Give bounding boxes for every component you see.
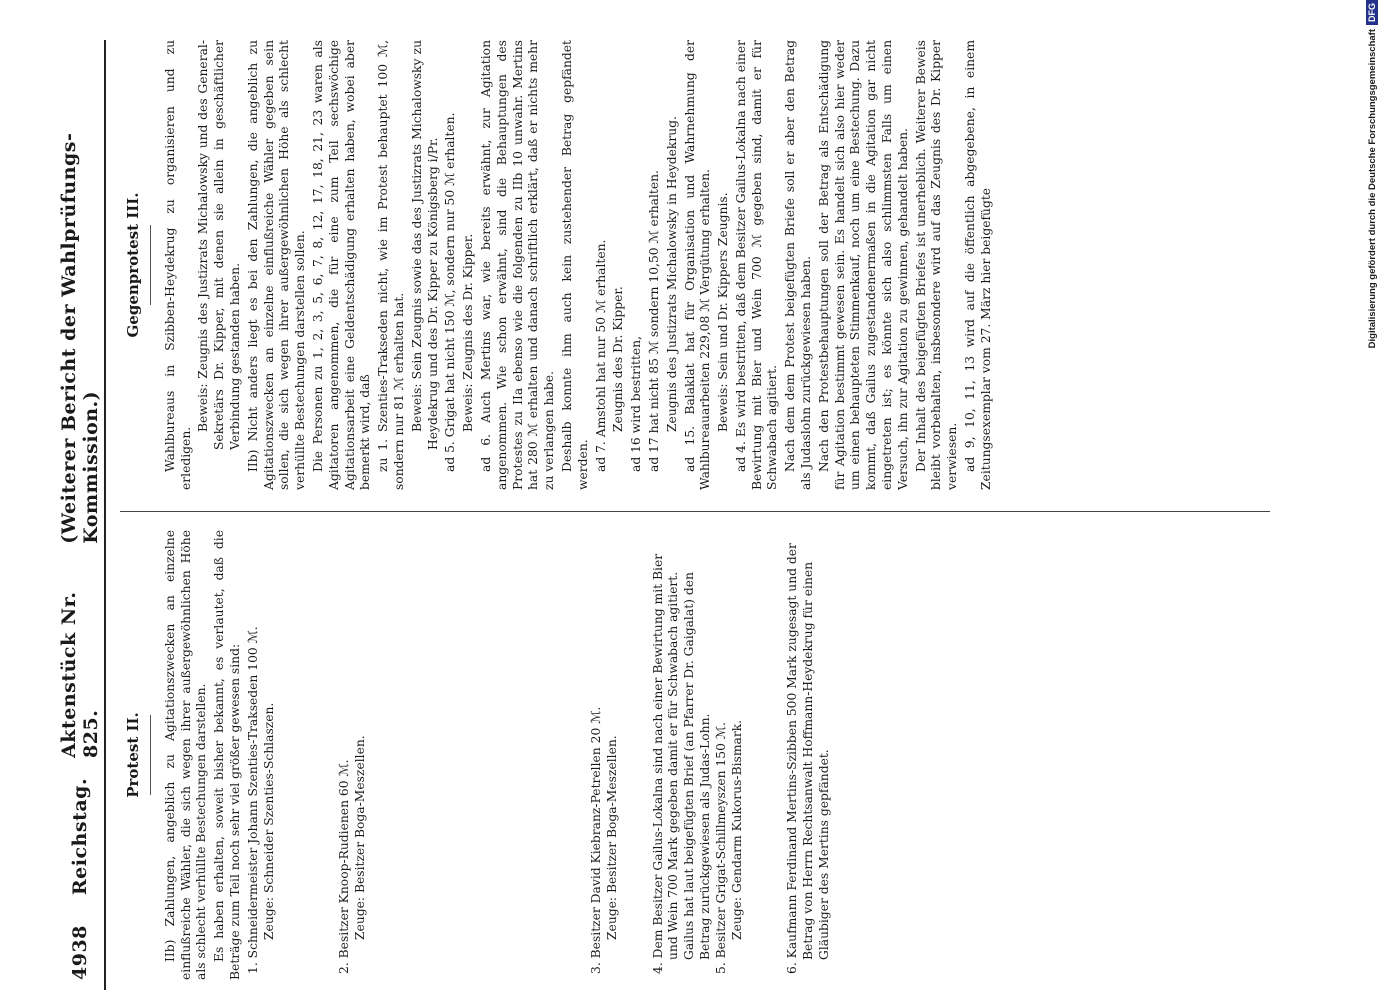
evidence-line: Beweis: Zeugnis des Dr. Kipper. xyxy=(461,233,476,432)
paragraph: ad 9, 10, 11, 13 wird auf die öffentlich abgegebene, in einem Zeitungsexemplar vom 27. März hier beigefügte xyxy=(963,40,993,490)
paragraph: Die Personen zu 1, 2, 3, 5, 6, 7, 8, 12, 17, 18, 21, 23 waren als Agitatoren angenommen, die für eine zum Teil sechswöchige Agitationsarbeit eine Geldentschädigung erhalten haben, wobei aber bemerkt wird, daß xyxy=(310,40,373,490)
paragraph: ad 7. Amstohl hat nur 50 ℳ erhalten. xyxy=(593,239,608,472)
header-aktenstueck: Aktenstück Nr. 825. xyxy=(58,591,102,758)
paragraph: Deshalb konnte ihm auch kein zustehender Betrag gepfändet werden. xyxy=(559,40,590,490)
witness-line: Zeuge: Besitzer Boga-Meszellen. xyxy=(353,735,368,940)
evidence-line: Beweis: Zeugnis des Justizrats Michalowsky und des General-Sekretärs Dr. Kipper, mit denen sie allein in geschäftlicher Verbindung gestanden haben. xyxy=(196,40,242,450)
header-rule xyxy=(104,40,106,990)
header-subtitle: (Weiterer Bericht der Wahlprüfungs-Kommission.) xyxy=(58,132,102,544)
header-reichstag: Reichstag. xyxy=(69,777,91,896)
paragraph: ad 6. Auch Mertins war, wie bereits erwähnt, zur Agitation angenommen. Wie schon erwähnt, sind die Behauptungen des Protestes zu IIa ebenso wie die folgenden zu IIb 10 unwahr. Mertins hat 280 ℳ erhalten und danach schriftlich erklärt, daß er nichts mehr zu verlangen habe. xyxy=(478,40,557,490)
list-item: 2. Besitzer Knoop-Rudienen 60 ℳ. xyxy=(337,759,352,974)
paragraph: Nach den Protestbehauptungen soll der Betrag als Entschädigung für Agitation bestimmt gewesen sein. Es handelt sich also hier weder um einen behaupteten Stimmenkauf, noch um eine Bestechung. Dazu kommt, daß Gailus zugestandenermaßen in die Agitation gar nicht eingetreten ist; es könnte sich also schlimmsten Falls um einen Versuch, ihn zur Agitation zu gewinnen, gehandelt haben. xyxy=(816,40,910,490)
column-title-protest: Protest II. xyxy=(124,712,142,798)
column-gegenprotest xyxy=(120,40,997,490)
list-item: 6. Kaufmann Ferdinand Mertins-Szibben 500 Mark zugesagt und der Betrag von Herrn Rechtsanwalt Hoffmann-Heydekrug für einen Gläubiger des Mertins gepfändet. xyxy=(785,543,831,974)
evidence-line: Zeugnis des Dr. Kipper. xyxy=(611,286,626,432)
list-item: 5. Besitzer Grigat-Schillmeyszen 150 ℳ. xyxy=(713,722,728,974)
credit-text: Digitalisierung gefördert durch die Deutsche Forschungsgemeinschaft xyxy=(1366,29,1378,349)
paragraph: ad 17 hat nicht 85 ℳ sondern 10,50 ℳ erhalten. xyxy=(646,170,661,472)
evidence-line: Beweis: Sein Zeugnis sowie das des Justizrats Michalowsky zu Heydekrug und des Dr. Kipper zu Königsberg i/Pr. xyxy=(409,40,440,450)
document-page xyxy=(58,0,1302,1000)
paragraph: Es haben erhalten, soweit bisher bekannt, es verlautet, daß die Beträge zum Teil noch sehr viel größer gewesen sind: xyxy=(212,530,242,980)
list-item: 1. Schneidermeister Johann Szenties-Trakseden 100 ℳ. xyxy=(245,626,260,974)
paragraph: Wahlbureaus in Szibben-Heydekrug zu organisieren und zu erledigen. xyxy=(162,40,193,490)
column-protest xyxy=(120,530,833,980)
evidence-line: Beweis: Sein und Dr. Kippers Zeugnis. xyxy=(716,192,731,432)
column-title-rule xyxy=(150,225,151,305)
evidence-line: Zeugnis des Justizrats Michalowsky in Heydekrug. xyxy=(664,116,679,432)
paragraph: ad 4. Es wird bestritten, daß dem Besitzer Gailus-Lokalna nach einer Bewirtung mit Bier und Wein 700 ℳ gegeben sind, damit er für Schwabach agitiert. xyxy=(733,40,780,490)
paragraph: ad 5. Grigat hat nicht 150 ℳ, sondern nur 50 ℳ erhalten. xyxy=(443,112,458,472)
witness-line: Zeuge: Besitzer Boga-Meszellen. xyxy=(604,735,619,940)
witness-line: Zeuge: Gendarm Kukorus-Bismark. xyxy=(729,719,744,940)
dfg-logo: DFG xyxy=(1366,0,1378,25)
list-item: 4. Dem Besitzer Gailus-Lokalna sind nach einer Bewirtung mit Bier und Wein 700 Mark gegeben damit er für Schwabach agitiert. Gailus hat laut beigefügten Brief (an Pfarrer Dr. Gaigalat) den Betrag zurückgewiesen als Judas-Lohn. xyxy=(650,553,712,974)
paragraph: Nach dem dem Protest beigefügten Briefe soll er aber den Betrag als Judaslohn zurückgewiesen haben. xyxy=(783,40,814,490)
page-number: 4938 xyxy=(69,925,91,980)
list-item: 3. Besitzer David Kiebranz-Petrellen 20 ℳ. xyxy=(588,706,603,974)
column-title-gegenprotest: Gegenprotest III. xyxy=(124,192,142,338)
paragraph: Der Inhalt des beigefügten Briefes ist unerheblich. Weiterer Beweis bleibt vorbehalten, insbesondere wird auf das Zeugnis des Dr. Kipper verwiesen. xyxy=(913,40,960,490)
paragraph: IIb) Nicht anders liegt es bei den Zahlungen, die angeblich zu Agitationszwecken an einzelne einflußreiche Wähler gegeben sein sollen, die sich wegen ihrer außergewöhnlichen Höhe als schlecht verhüllte Bestechungen darstellen sollen. xyxy=(245,40,308,490)
page-header xyxy=(58,50,102,980)
digitization-credit xyxy=(1362,0,1382,1000)
column-divider xyxy=(120,511,1270,512)
paragraph: ad 15. Balaklat hat für Organisation und Wahrnehmung der Wahlbureauarbeiten 229,08 ℳ Vergütung erhalten. xyxy=(682,40,713,490)
paragraph: ad 16 wird bestritten, xyxy=(629,336,644,472)
column-title-rule xyxy=(150,715,151,795)
paragraph: zu 1. Szenties-Trakseden nicht, wie im Protest behauptet 100 ℳ, sondern nur 81 ℳ erhalten hat. xyxy=(376,40,406,490)
witness-line: Zeuge: Schneider Szenties-Schlaszen. xyxy=(261,702,276,940)
paragraph: IIb) Zahlungen, angeblich zu Agitationszwecken an einzelne einflußreiche Wähler, die sich wegen ihrer außergewöhnlichen Höhe als schlecht verhüllte Bestechungen darstellen. xyxy=(162,530,209,980)
